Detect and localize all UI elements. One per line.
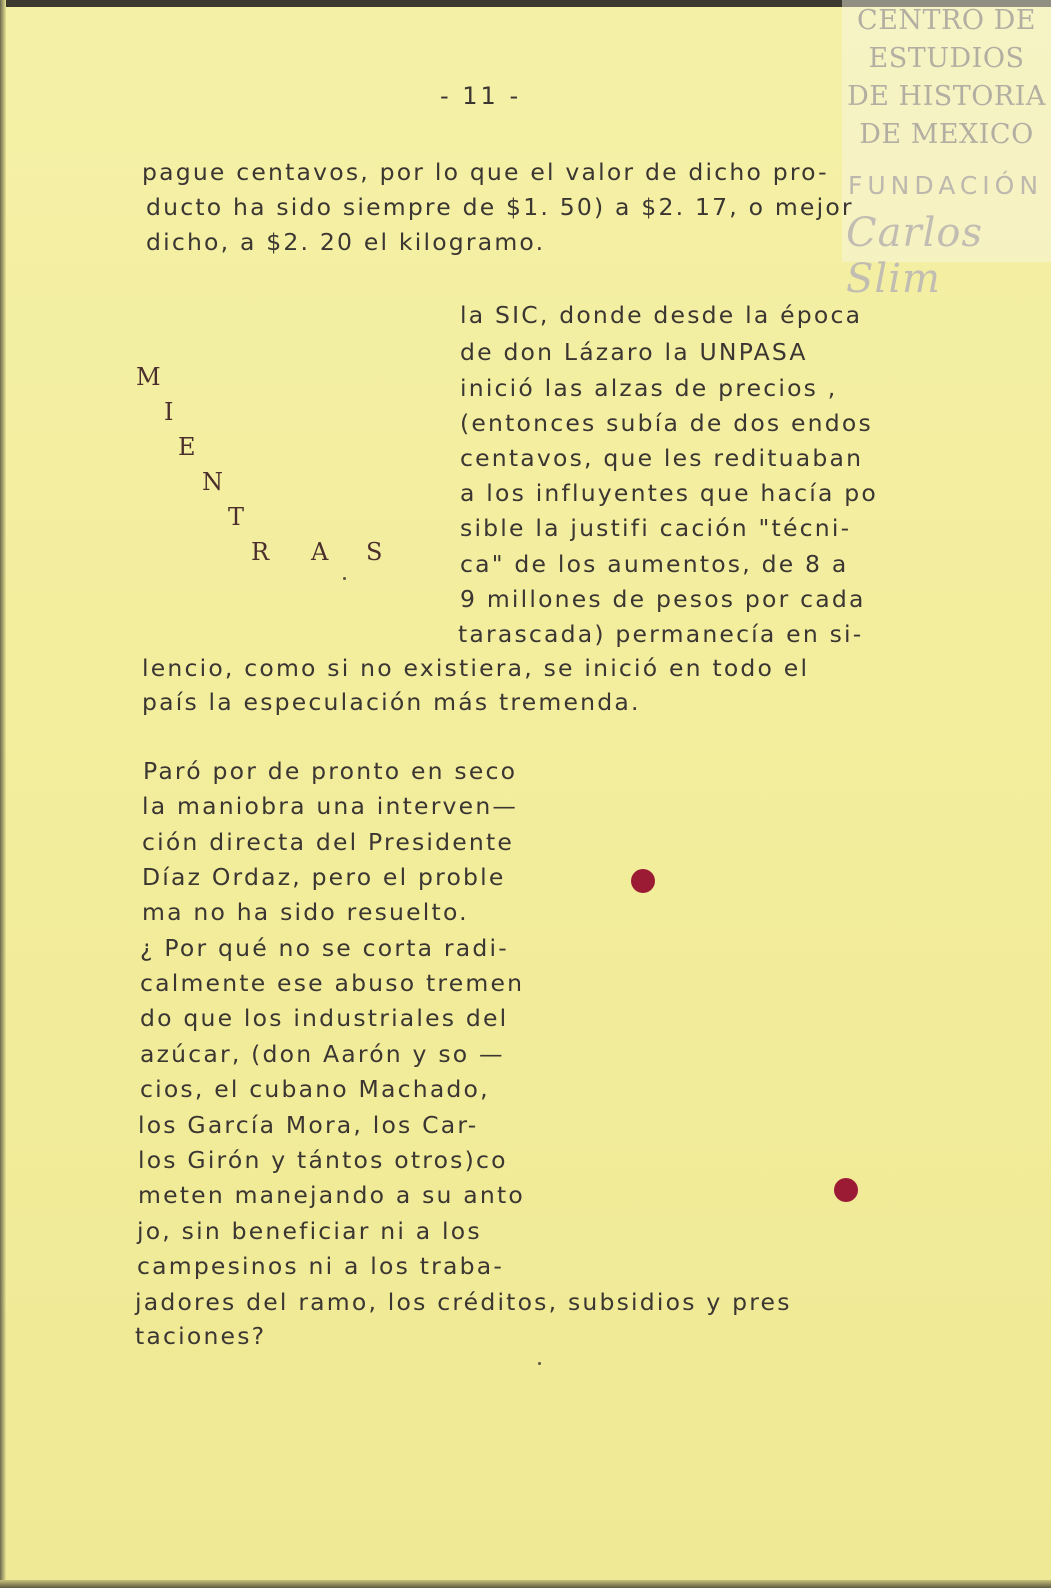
text-line: centavos, que les redituaban <box>460 444 864 472</box>
text-line: la maniobra una interven— <box>142 792 519 820</box>
text-line: do que los industriales del <box>140 1004 509 1032</box>
text-line: Paró por de pronto en seco <box>143 757 518 785</box>
watermark-fundacion: FUNDACIÓN <box>848 171 1044 200</box>
text-line: dicho, a $2. 20 el kilogramo. <box>146 228 546 256</box>
page-number: - 11 - <box>440 82 522 110</box>
text-line: cios, el cubano Machado, <box>140 1075 490 1103</box>
side-letter: N <box>202 468 223 496</box>
text-line: jo, sin beneficiar ni a los <box>137 1217 482 1245</box>
text-line: 9 millones de pesos por cada <box>460 585 866 613</box>
side-letter: E <box>178 433 196 461</box>
watermark-line: DE MEXICO <box>859 119 1034 150</box>
scan-bottom-edge <box>0 1580 1051 1588</box>
text-line: jadores del ramo, los créditos, subsidios y pres <box>135 1288 792 1316</box>
text-line: la SIC, donde desde la época <box>460 301 863 329</box>
text-line: país la especulación más tremenda. <box>142 688 641 716</box>
side-letter: M <box>136 363 161 391</box>
side-letter: T <box>228 503 245 531</box>
watermark-signature: Carlos Slim <box>846 210 983 302</box>
text-line: ma no ha sido resuelto. <box>142 898 469 926</box>
text-line: a los influyentes que hacía po <box>460 479 878 507</box>
watermark-line: ESTUDIOS <box>868 43 1025 74</box>
text-line: ¿ Por qué no se corta radi- <box>140 934 509 962</box>
scan-speck <box>538 1362 541 1365</box>
text-line: los García Mora, los Car- <box>138 1111 479 1139</box>
text-line: ducto ha sido siempre de $1. 50) a $2. 17, o mejor <box>146 193 854 221</box>
text-line: tarascada) permanecía en si- <box>458 620 864 648</box>
side-letter: A <box>311 538 329 566</box>
text-line: sible la justifi cación "técni- <box>460 514 852 542</box>
text-line: ca" de los aumentos, de 8 a <box>460 550 849 578</box>
side-letter: S <box>366 538 383 566</box>
text-line: lencio, como si no existiera, se inició en todo el <box>142 654 810 682</box>
watermark-line: DE HISTORIA <box>847 81 1046 112</box>
watermark-line: CENTRO DE <box>857 5 1036 36</box>
punch-dot <box>631 869 655 893</box>
text-line: (entonces subía de dos endos <box>460 409 873 437</box>
text-line: azúcar, (don Aarón y so — <box>140 1040 505 1068</box>
text-line: taciones? <box>135 1322 267 1350</box>
text-line: meten manejando a su anto <box>138 1181 525 1209</box>
text-line: Díaz Ordaz, pero el proble <box>142 863 506 891</box>
text-line: campesinos ni a los traba- <box>137 1252 505 1280</box>
text-line: pague centavos, por lo que el valor de dicho pro- <box>142 158 829 186</box>
text-line: los Girón y tántos otros)co <box>138 1146 508 1174</box>
scan-speck <box>343 577 346 580</box>
archive-watermark <box>842 0 1051 302</box>
text-line: inició las alzas de precios , <box>460 374 838 402</box>
side-letter: R <box>251 538 270 566</box>
side-letter: I <box>164 398 174 426</box>
punch-dot <box>834 1178 858 1202</box>
text-line: calmente ese abuso tremen <box>140 969 525 997</box>
text-line: de don Lázaro la UNPASA <box>460 338 808 366</box>
scan-left-edge <box>0 0 6 1588</box>
text-line: ción directa del Presidente <box>142 828 515 856</box>
